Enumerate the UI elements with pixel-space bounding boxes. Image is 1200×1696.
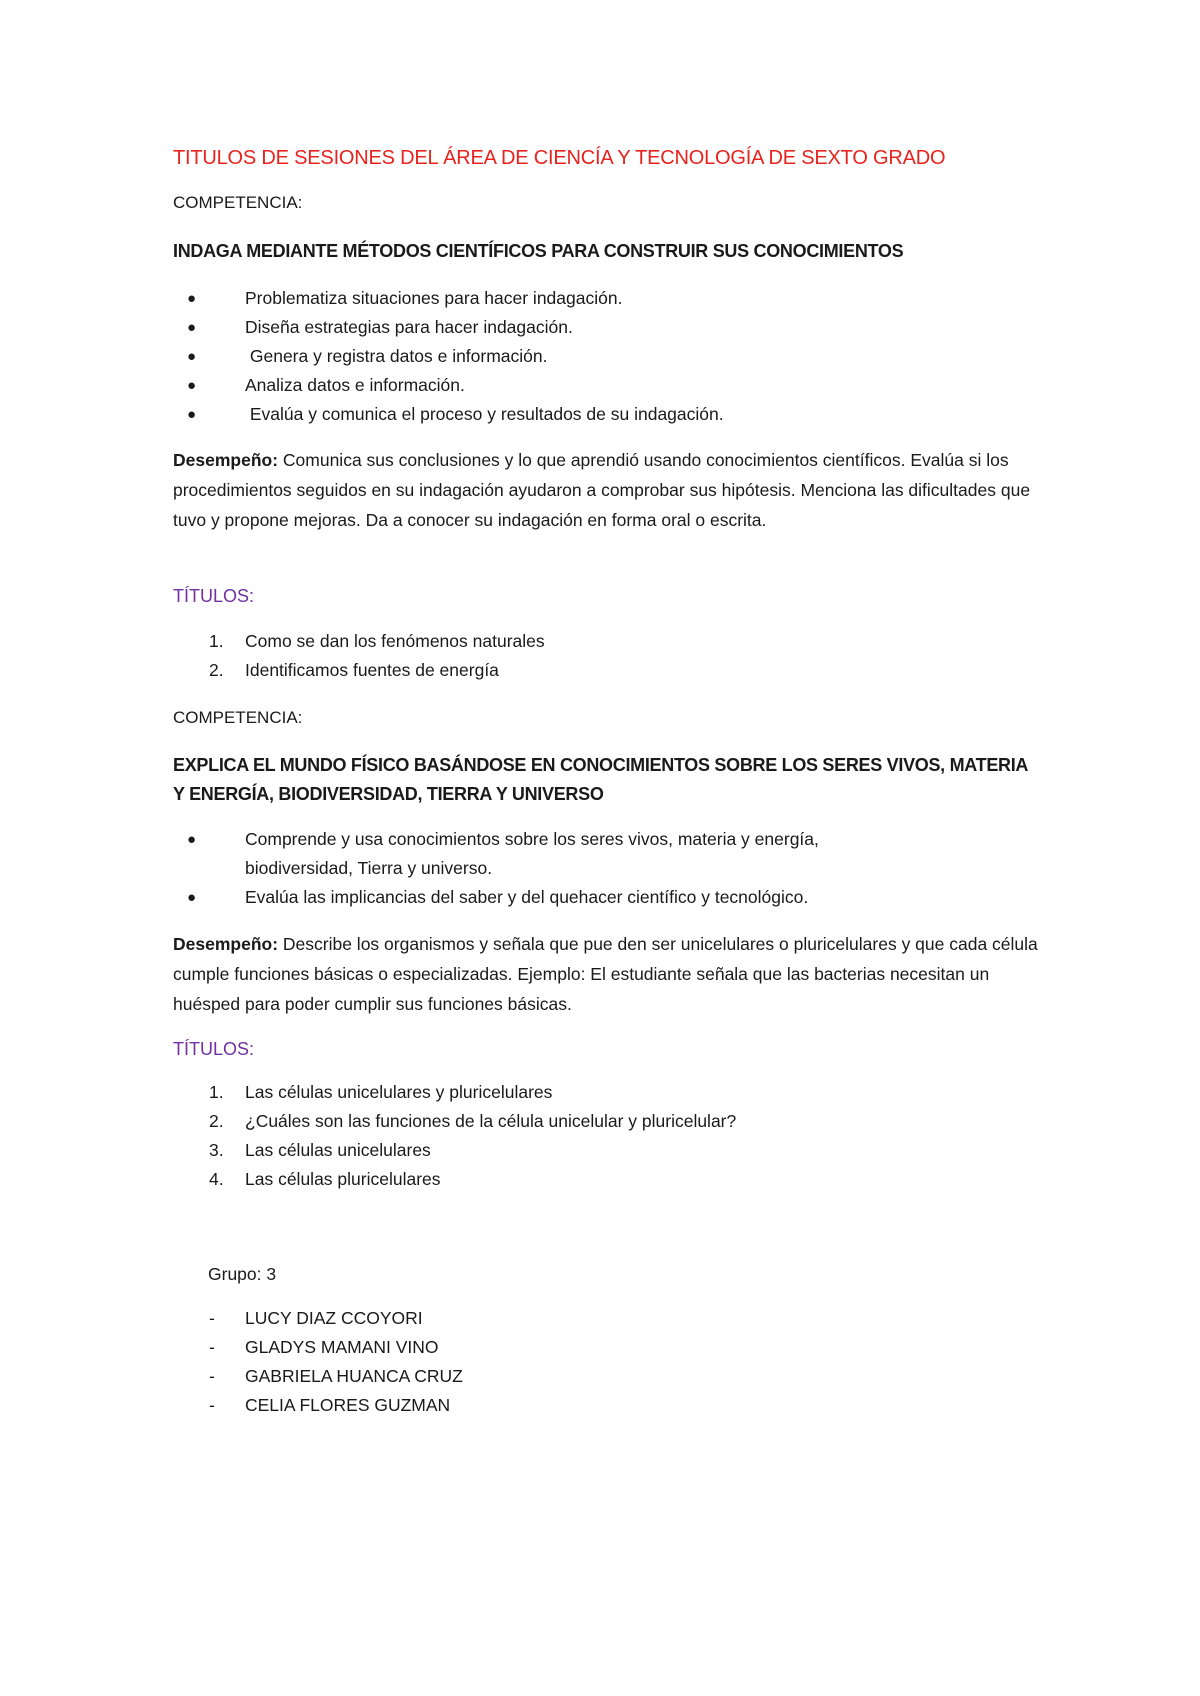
list-item: 4. Las células pluricelulares [209, 1169, 441, 1189]
list-item: - GABRIELA HUANCA CRUZ [209, 1366, 463, 1386]
bullet-icon: ● [187, 377, 197, 394]
titulos-list-1 [173, 627, 1033, 685]
list-item: - CELIA FLORES GUZMAN [209, 1395, 451, 1415]
list-item: 2. ¿Cuáles son las funciones de la célula unicelular y pluricelular? [209, 1111, 737, 1131]
desempeno-paragraph-1 [173, 445, 1043, 535]
titulos-label-1: TÍTULOS: [173, 586, 255, 606]
titulos-list-2 [173, 1078, 1033, 1194]
list-item: 1. Las células unicelulares y pluricelulares [209, 1082, 553, 1102]
competencia-heading-2: EXPLICA EL MUNDO FÍSICO BASÁNDOSE EN CONOCIMIENTOS SOBRE LOS SERES VIVOS, MATERIA Y ENERGÍA, BIODIVERSIDAD, TIERRA Y UNIVERSO [173, 755, 1028, 804]
competencia-label-1: COMPETENCIA: [173, 193, 303, 212]
capacidades-list-1 [173, 284, 1033, 429]
bullet-icon: ● [187, 889, 197, 906]
list-item: ● Diseña estrategias para hacer indagación. [173, 313, 1033, 342]
list-item: ● Evalúa y comunica el proceso y resultados de su indagación. [173, 400, 1033, 429]
bullet-icon: ● [187, 319, 197, 336]
list-item: ● Genera y registra datos e información. [173, 342, 1033, 371]
grupo-members-list [173, 1304, 1033, 1420]
grupo-label: Grupo: 3 [208, 1264, 277, 1284]
list-item: 3. Las células unicelulares [209, 1140, 431, 1160]
desempeno-text: Describe los organismos y señala que pue den ser unicelulares o pluricelulares y que cada célula cumple funciones básicas o especializadas. Ejemplo: El estudiante señala que las bacterias necesitan un huésped para poder cumplir sus funciones básicas. [173, 934, 1038, 1014]
bullet-icon: ● [187, 348, 197, 365]
titulos-label-2: TÍTULOS: [173, 1039, 255, 1059]
list-item: - GLADYS MAMANI VINO [209, 1337, 439, 1357]
desempeno-paragraph-2 [173, 929, 1043, 1019]
bullet-icon: ● [187, 831, 197, 848]
bullet-icon: ● [187, 406, 197, 423]
desempeno-label: Desempeño: [173, 450, 279, 470]
desempeno-text: Comunica sus conclusiones y lo que aprendió usando conocimientos científicos. Evalúa si los procedimientos seguidos en su indagación ayudaron a comprobar sus hipótesis. Menciona las dificultades que tuvo y propone mejoras. Da a conocer su indagación en forma oral o escrita. [173, 450, 1031, 530]
list-item: ● Evalúa las implicancias del saber y del quehacer científico y tecnológico. [173, 883, 1033, 912]
competencia-heading-1: INDAGA MEDIANTE MÉTODOS CIENTÍFICOS PARA CONSTRUIR SUS CONOCIMIENTOS [173, 241, 904, 261]
list-item: - LUCY DIAZ CCOYORI [209, 1308, 423, 1328]
capacidades-list-2 [173, 825, 1033, 912]
desempeno-label: Desempeño: [173, 934, 279, 954]
competencia-label-2: COMPETENCIA: [173, 708, 303, 727]
list-item: ● Problematiza situaciones para hacer indagación. [173, 284, 1033, 313]
document-title: TITULOS DE SESIONES DEL ÁREA DE CIENCÍA Y TECNOLOGÍA DE SEXTO GRADO [173, 147, 946, 169]
list-item: ● Comprende y usa conocimientos sobre los seres vivos, materia y energía, biodiversidad, Tierra y universo. [173, 825, 1033, 883]
bullet-icon: ● [187, 290, 197, 307]
list-item: ● Analiza datos e información. [173, 371, 1033, 400]
list-item: 1. Como se dan los fenómenos naturales [209, 631, 545, 651]
list-item: 2. Identificamos fuentes de energía [209, 660, 499, 680]
